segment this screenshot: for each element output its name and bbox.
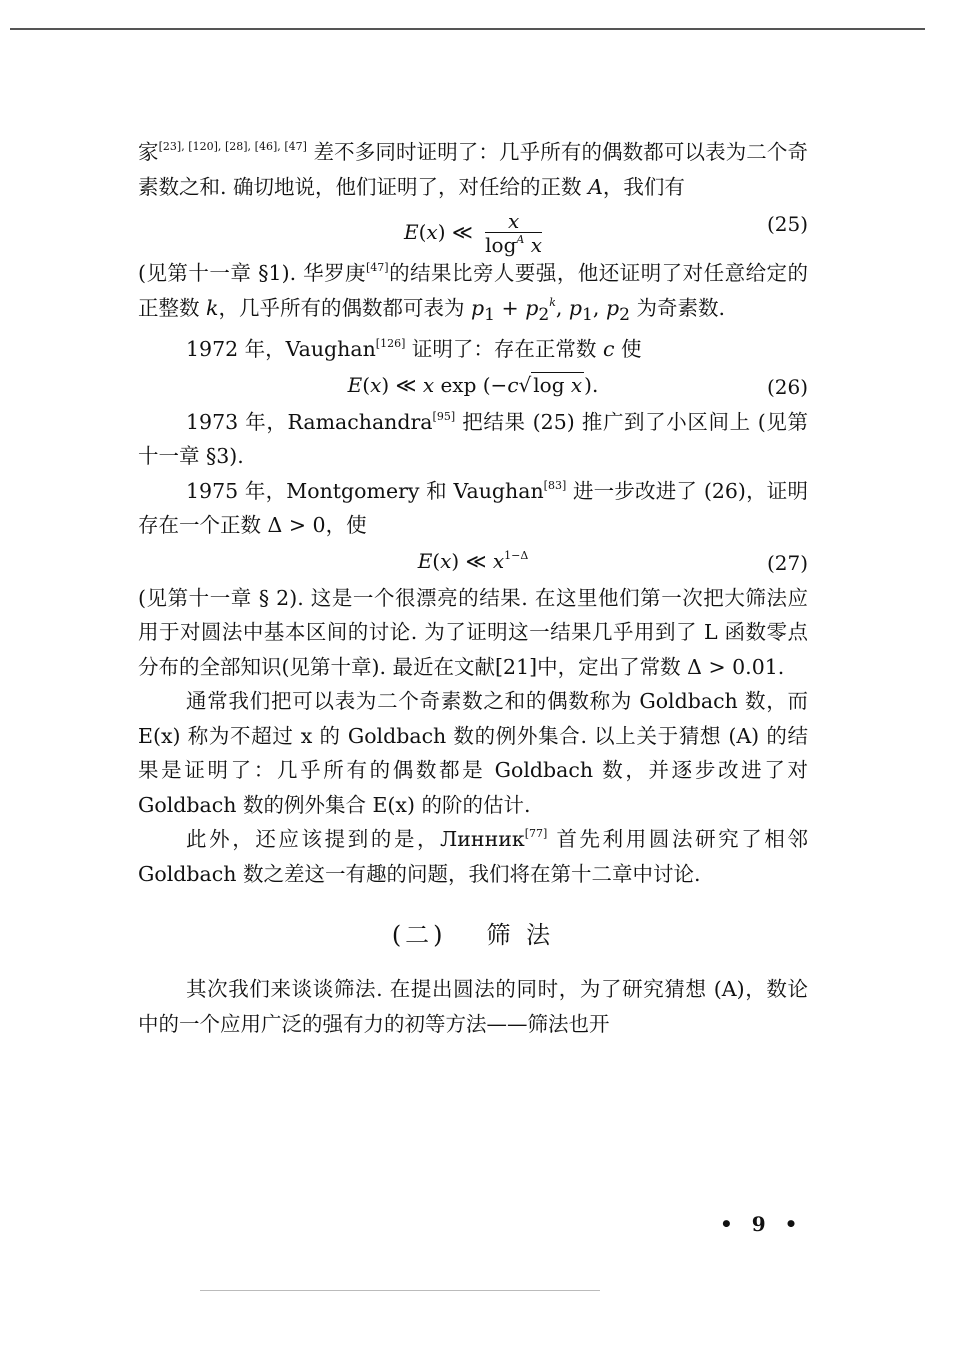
paragraph-5: 1975 年，Montgomery 和 Vaughan[83] 进一步改进了 (26)，证明存在一个正数 Δ > 0，使 <box>138 478 808 538</box>
equation-25-formula: E(x) ≪ $\frac{x}{\log^A x}$ <box>403 209 542 257</box>
paragraph-9: 其次我们来谈谈筛法. 在提出圆法的同时，为了研究猜想 (A)，数论中的一个应用广泛的强有力的初等方法——筛法也开 <box>138 977 808 1036</box>
equation-27-number: (27) <box>766 550 808 575</box>
paragraph-8: 此外，还应该提到的是，Линник[77] 首先利用圆法研究了相邻 Goldbach 数之差这一有趣的问题，我们将在第十二章中讨论. <box>138 827 808 886</box>
paragraph-3: 1972 年，Vaughan[126] 证明了：存在正常数 c 使 <box>186 337 642 362</box>
equation-25-number: (25) <box>766 212 808 236</box>
equation-26-number: (26) <box>766 374 808 399</box>
equation-25 <box>138 204 808 256</box>
section-title: 筛 法 <box>486 921 555 950</box>
paragraph-4: 1973 年，Ramachandra[95] 把结果 (25) 推广到了小区间上 (见第十一章 §3). <box>138 409 808 469</box>
equation-27 <box>138 543 808 581</box>
top-rule <box>10 28 925 30</box>
bottom-rule <box>200 1290 600 1291</box>
equation-27-formula: E(x) ≪ $x^{1-\Delta}$ <box>417 548 529 573</box>
section-number: (二) <box>391 921 447 950</box>
paragraph-1: 家[23], [120], [28], [46], [47] 差不多同时证明了：几乎所有的偶数都可以表为二个奇素数之和. 确切地说，他们证明了，对任给的正数 A，我们有 <box>138 140 809 199</box>
section-heading <box>138 915 808 950</box>
paragraph-2: (见第十一章 §1). 华罗庚[47]的结果比旁人要强，他还证明了对任意给定的正整数 k，几乎所有的偶数都可表为 $p_1 + p_2^k$, $p_1$, $p_2$ 为奇素数. <box>138 261 809 325</box>
paragraph-6: (见第十一章 § 2). 这是一个很漂亮的结果. 在这里他们第一次把大筛法应用于对圆法中基本区间的讨论. 为了证明这一结果几乎用到了 L 函数零点分布的全部知识(见第十章). 最近在文献[21]中，定出了常数 Δ > 0.01. <box>138 585 808 679</box>
page-body <box>138 135 808 1041</box>
equation-26 <box>138 367 808 405</box>
page-number: • 9 • <box>720 1212 804 1236</box>
equation-26-formula: E(x) ≪ x exp (−c√ log x ). <box>347 372 599 397</box>
fraction: $\frac{x}{\log^A x}$ <box>485 209 542 257</box>
paragraph-7: 通常我们把可以表为二个奇素数之和的偶数称为 Goldbach 数，而 E(x) 称为不超过 x 的 Goldbach 数的例外集合. 以上关于猜想 (A) 的结果是证明了：几乎所有的偶数都是 Goldbach 数，并逐步改进了对 Goldbach 数的例外集合 E(x) 的阶的估计. <box>138 689 808 817</box>
